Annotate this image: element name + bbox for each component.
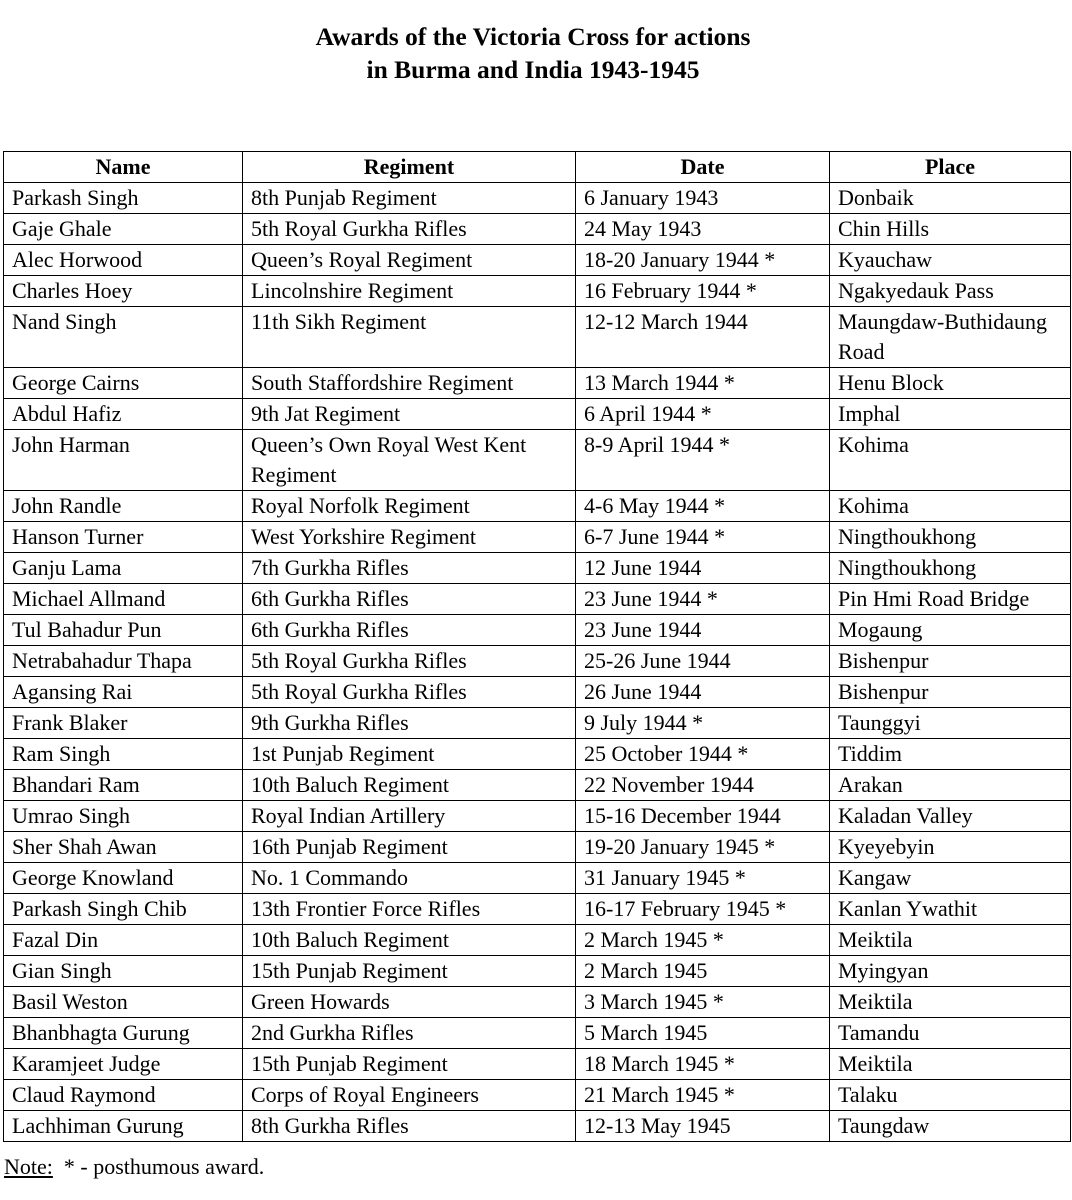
cell-name: Frank Blaker [4, 708, 243, 739]
cell-name: Nand Singh [4, 307, 243, 368]
cell-date: 18 March 1945 * [576, 1049, 830, 1080]
table-row [4, 677, 1071, 708]
table-row [4, 925, 1071, 956]
note-text: * - posthumous award. [63, 1154, 265, 1179]
cell-date: 26 June 1944 [576, 677, 830, 708]
table-row [4, 615, 1071, 646]
cell-name: George Cairns [4, 368, 243, 399]
cell-place: Kangaw [830, 863, 1071, 894]
cell-place: Tamandu [830, 1018, 1071, 1049]
table-row [4, 739, 1071, 770]
cell-date: 4-6 May 1944 * [576, 491, 830, 522]
table-row [4, 430, 1071, 491]
cell-date: 3 March 1945 * [576, 987, 830, 1018]
cell-date: 8-9 April 1944 * [576, 430, 830, 491]
table-row [4, 584, 1071, 615]
cell-date: 6 January 1943 [576, 183, 830, 214]
cell-date: 6 April 1944 * [576, 399, 830, 430]
table-row [4, 1080, 1071, 1111]
document-title [0, 20, 1066, 86]
cell-place: Taunggyi [830, 708, 1071, 739]
cell-place: Tiddim [830, 739, 1071, 770]
cell-date: 19-20 January 1945 * [576, 832, 830, 863]
cell-name: Basil Weston [4, 987, 243, 1018]
table-row [4, 894, 1071, 925]
cell-regiment: Corps of Royal Engineers [243, 1080, 576, 1111]
cell-place: Meiktila [830, 1049, 1071, 1080]
cell-date: 31 January 1945 * [576, 863, 830, 894]
cell-place: Imphal [830, 399, 1071, 430]
header-date: Date [576, 152, 830, 183]
table-row [4, 863, 1071, 894]
title-line-1: Awards of the Victoria Cross for actions [315, 22, 751, 51]
cell-regiment: 5th Royal Gurkha Rifles [243, 646, 576, 677]
cell-name: Karamjeet Judge [4, 1049, 243, 1080]
cell-name: Ganju Lama [4, 553, 243, 584]
cell-place: Donbaik [830, 183, 1071, 214]
cell-regiment: 13th Frontier Force Rifles [243, 894, 576, 925]
cell-place: Pin Hmi Road Bridge [830, 584, 1071, 615]
cell-regiment: 1st Punjab Regiment [243, 739, 576, 770]
cell-place: Bishenpur [830, 677, 1071, 708]
table-row [4, 245, 1071, 276]
cell-place: Mogaung [830, 615, 1071, 646]
cell-date: 6-7 June 1944 * [576, 522, 830, 553]
cell-date: 25 October 1944 * [576, 739, 830, 770]
cell-regiment: 5th Royal Gurkha Rifles [243, 677, 576, 708]
cell-date: 16-17 February 1945 * [576, 894, 830, 925]
cell-name: Fazal Din [4, 925, 243, 956]
table-row [4, 399, 1071, 430]
note-label: Note: [4, 1154, 53, 1179]
table-row [4, 646, 1071, 677]
cell-regiment: 10th Baluch Regiment [243, 925, 576, 956]
cell-regiment: Royal Indian Artillery [243, 801, 576, 832]
table-row [4, 1111, 1071, 1142]
cell-date: 2 March 1945 [576, 956, 830, 987]
cell-name: Bhanbhagta Gurung [4, 1018, 243, 1049]
cell-date: 22 November 1944 [576, 770, 830, 801]
cell-regiment: South Staffordshire Regiment [243, 368, 576, 399]
cell-name: Parkash Singh [4, 183, 243, 214]
cell-name: Netrabahadur Thapa [4, 646, 243, 677]
cell-place: Meiktila [830, 987, 1071, 1018]
vc-awards-table [3, 151, 1071, 1142]
table-header-row [4, 152, 1071, 183]
cell-name: Lachhiman Gurung [4, 1111, 243, 1142]
table-body [4, 183, 1071, 1142]
cell-name: Gian Singh [4, 956, 243, 987]
cell-name: Hanson Turner [4, 522, 243, 553]
cell-date: 18-20 January 1944 * [576, 245, 830, 276]
cell-place: Kaladan Valley [830, 801, 1071, 832]
cell-regiment: 6th Gurkha Rifles [243, 615, 576, 646]
cell-place: Ngakyedauk Pass [830, 276, 1071, 307]
cell-regiment: 5th Royal Gurkha Rifles [243, 214, 576, 245]
cell-regiment: 8th Gurkha Rifles [243, 1111, 576, 1142]
cell-regiment: Queen’s Own Royal West Kent Regiment [243, 430, 576, 491]
cell-name: Parkash Singh Chib [4, 894, 243, 925]
cell-regiment: 15th Punjab Regiment [243, 1049, 576, 1080]
cell-date: 15-16 December 1944 [576, 801, 830, 832]
cell-regiment: 9th Gurkha Rifles [243, 708, 576, 739]
cell-place: Maungdaw-Buthidaung Road [830, 307, 1071, 368]
cell-regiment: 2nd Gurkha Rifles [243, 1018, 576, 1049]
cell-regiment: Lincolnshire Regiment [243, 276, 576, 307]
cell-name: Umrao Singh [4, 801, 243, 832]
cell-regiment: 9th Jat Regiment [243, 399, 576, 430]
cell-place: Meiktila [830, 925, 1071, 956]
cell-date: 12-13 May 1945 [576, 1111, 830, 1142]
cell-place: Ningthoukhong [830, 553, 1071, 584]
table-row [4, 183, 1071, 214]
cell-name: Agansing Rai [4, 677, 243, 708]
cell-name: Bhandari Ram [4, 770, 243, 801]
cell-name: Gaje Ghale [4, 214, 243, 245]
cell-place: Bishenpur [830, 646, 1071, 677]
table-row [4, 1049, 1071, 1080]
cell-name: Charles Hoey [4, 276, 243, 307]
header-name: Name [4, 152, 243, 183]
cell-date: 13 March 1944 * [576, 368, 830, 399]
table-row [4, 770, 1071, 801]
cell-name: John Randle [4, 491, 243, 522]
cell-regiment: 15th Punjab Regiment [243, 956, 576, 987]
cell-date: 9 July 1944 * [576, 708, 830, 739]
cell-place: Kanlan Ywathit [830, 894, 1071, 925]
cell-name: Tul Bahadur Pun [4, 615, 243, 646]
table-row [4, 1018, 1071, 1049]
cell-place: Myingyan [830, 956, 1071, 987]
cell-date: 24 May 1943 [576, 214, 830, 245]
cell-regiment: Royal Norfolk Regiment [243, 491, 576, 522]
cell-place: Kohima [830, 491, 1071, 522]
table-row [4, 368, 1071, 399]
cell-regiment: 10th Baluch Regiment [243, 770, 576, 801]
cell-place: Chin Hills [830, 214, 1071, 245]
footnote [4, 1152, 264, 1182]
cell-name: Sher Shah Awan [4, 832, 243, 863]
cell-regiment: Queen’s Royal Regiment [243, 245, 576, 276]
header-regiment: Regiment [243, 152, 576, 183]
table-row [4, 553, 1071, 584]
table-row [4, 214, 1071, 245]
cell-place: Kohima [830, 430, 1071, 491]
cell-place: Taungdaw [830, 1111, 1071, 1142]
cell-date: 16 February 1944 * [576, 276, 830, 307]
cell-date: 5 March 1945 [576, 1018, 830, 1049]
cell-date: 2 March 1945 * [576, 925, 830, 956]
cell-regiment: No. 1 Commando [243, 863, 576, 894]
cell-date: 21 March 1945 * [576, 1080, 830, 1111]
cell-name: John Harman [4, 430, 243, 491]
cell-name: Abdul Hafiz [4, 399, 243, 430]
cell-name: Michael Allmand [4, 584, 243, 615]
table-row [4, 956, 1071, 987]
table-row [4, 491, 1071, 522]
table-row [4, 276, 1071, 307]
cell-name: Ram Singh [4, 739, 243, 770]
table-row [4, 522, 1071, 553]
title-line-2: in Burma and India 1943-1945 [366, 55, 700, 84]
cell-regiment: 7th Gurkha Rifles [243, 553, 576, 584]
cell-place: Talaku [830, 1080, 1071, 1111]
cell-date: 12 June 1944 [576, 553, 830, 584]
cell-place: Kyeyebyin [830, 832, 1071, 863]
cell-date: 23 June 1944 [576, 615, 830, 646]
cell-place: Ningthoukhong [830, 522, 1071, 553]
cell-regiment: 6th Gurkha Rifles [243, 584, 576, 615]
table-row [4, 801, 1071, 832]
table-row [4, 987, 1071, 1018]
cell-name: George Knowland [4, 863, 243, 894]
cell-place: Kyauchaw [830, 245, 1071, 276]
table-row [4, 832, 1071, 863]
cell-name: Claud Raymond [4, 1080, 243, 1111]
table-row [4, 708, 1071, 739]
header-place: Place [830, 152, 1071, 183]
cell-date: 12-12 March 1944 [576, 307, 830, 368]
cell-place: Arakan [830, 770, 1071, 801]
table-row [4, 307, 1071, 368]
cell-regiment: 11th Sikh Regiment [243, 307, 576, 368]
cell-place: Henu Block [830, 368, 1071, 399]
cell-regiment: West Yorkshire Regiment [243, 522, 576, 553]
cell-date: 23 June 1944 * [576, 584, 830, 615]
cell-date: 25-26 June 1944 [576, 646, 830, 677]
cell-regiment: 8th Punjab Regiment [243, 183, 576, 214]
cell-regiment: 16th Punjab Regiment [243, 832, 576, 863]
cell-regiment: Green Howards [243, 987, 576, 1018]
cell-name: Alec Horwood [4, 245, 243, 276]
